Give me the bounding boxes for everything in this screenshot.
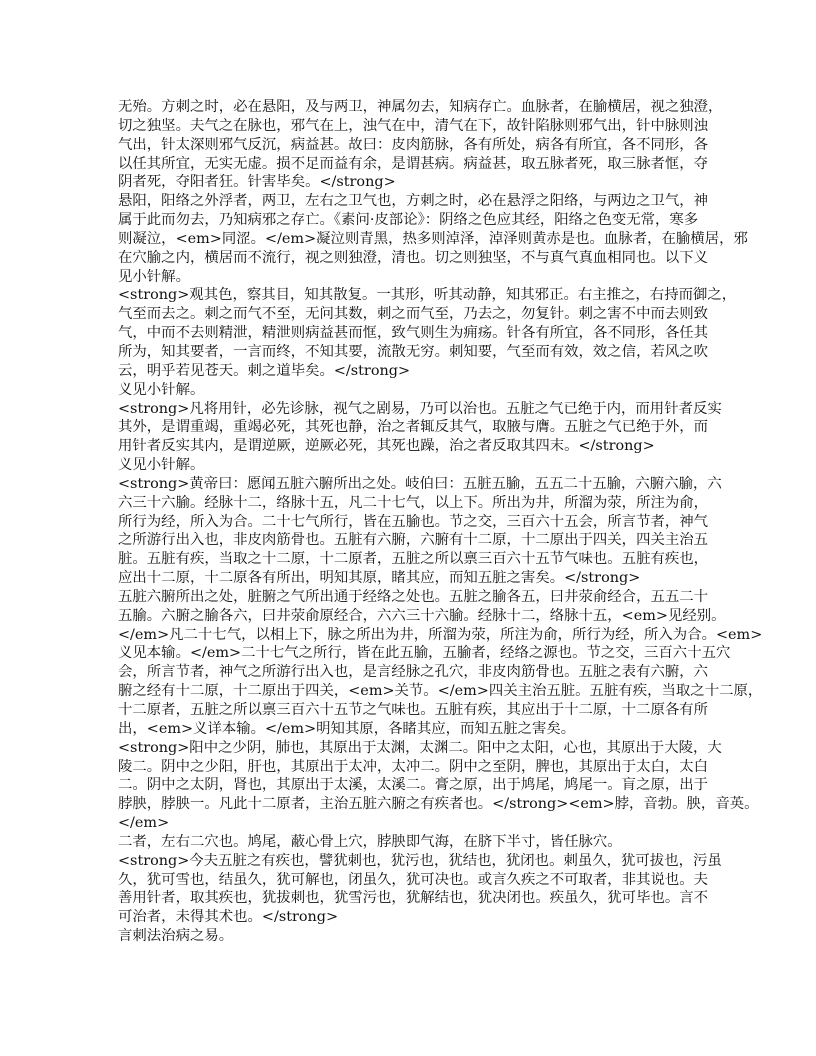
text-line: <strong>观其色，察其目，知其散复。一其形，听其动静，知其邪正。右主推之，右持而御之， (118, 287, 737, 304)
text-line: <strong>黄帝曰：愿闻五脏六腑所出之处。岐伯曰：五脏五腧，五五二十五腧，六腑六腧，六 (118, 475, 722, 492)
text-line: 义见小针解。 (118, 457, 205, 474)
text-line: 气出，针太深则邪气反沉，病益甚。故曰：皮肉筋脉，各有所处，病各有所宜，各不同形，各 (118, 136, 709, 153)
text-line: 义见本输。</em>二十七气之所行，皆在此五腧，五腧者，经络之源也。节之交，三百六十五穴 (118, 645, 731, 662)
text-line: 应出十二原，十二原各有所出，明知其原，睹其应，而知五脏之害矣。</strong> (118, 570, 641, 587)
text-line: 出，<em>义详本输。</em>明知其原，各睹其应，而知五脏之害矣。 (118, 720, 576, 737)
text-line: 二。阴中之太阴，肾也，其原出于太溪，太溪二。膏之原，出于鸠尾，鸠尾一。肓之原，出于 (118, 777, 709, 794)
text-line: 则凝泣，<em>同涩。</em>凝泣则青黑，热多则淖泽，淖泽则黄赤是也。血脉者，在腧横居，邪 (118, 230, 748, 247)
text-line: 无殆。方刺之时，必在悬阳，及与两卫，神属勿去，知病存亡。血脉者，在腧横居，视之独澄， (118, 99, 723, 115)
text-line: 云，明乎若见苍天。刺之道毕矣。</strong> (118, 362, 411, 379)
text-line: 二者，左右二穴也。鸠尾，蔽心骨上穴，脖胦即气海，在脐下半寸，皆任脉穴。 (118, 833, 622, 850)
text-line: 脏。五脏有疾，当取之十二原，十二原者，五脏之所以禀三百六十五节气味也。五脏有疾也， (118, 551, 709, 568)
text-line: 腑之经有十二原，十二原出于四关，<em>关节。</em>四关主治五脏。五脏有疾，当取之十二原， (118, 683, 763, 700)
text-line: 悬阳，阳络之外浮者，两卫，左右之卫气也，方刺之时，必在悬浮之阳络，与两边之卫气，神 (118, 193, 709, 210)
text-line: 之所游行出入也，非皮肉筋骨也。五脏有六腑，六腑有十二原，十二原出于四关，四关主治五 (118, 532, 709, 549)
text-line: 以任其所宜，无实无虚。损不足而益有余，是谓甚病。病益甚，取五脉者死，取三脉者恇，夺 (118, 155, 709, 172)
text-line: 所行为经，所入为合。二十七气所行，皆在五腧也。节之交，三百六十五会，所言节者，神气 (118, 513, 709, 530)
text-line: 五脏六腑所出之处，脏腑之气所出通于经络之处也。五脏之腧各五，曰井荥俞经合，五五二十 (118, 588, 709, 605)
text-line: 阴者死，夺阳者狂。针害毕矣。</strong> (118, 174, 396, 191)
text-line: 久，犹可雪也，结虽久，犹可解也，闭虽久，犹可决也。或言久疾之不可取者，非其说也。夫 (118, 871, 709, 888)
text-line: 脖胦，脖胦一。凡此十二原者，主治五脏六腑之有疾者也。</strong><em>脖，音勃。胦，音英。 (118, 796, 759, 813)
text-line: 气，中而不去则精泄，精泄则病益甚而恇，致气则生为痈疡。针各有所宜，各不同形，各任其 (118, 325, 709, 342)
text-line: 气至而去之。刺之而气不至，无问其数，刺之而气至，乃去之，勿复针。刺之害不中而去则致 (118, 306, 709, 323)
text-line: 言刺法治病之易。 (118, 928, 234, 945)
text-line: 在穴腧之内，横居而不流行，视之则独澄，清也。切之则独坚，不与真气真血相同也。以下义 (118, 249, 709, 266)
text-line: <strong>阳中之少阴，肺也，其原出于太渊，太渊二。阳中之太阳，心也，其原出于大陵，大 (118, 739, 722, 756)
text-line: 所为，知其要者，一言而终，不知其要，流散无穷。刺知要，气至而有效，效之信，若风之吹 (118, 343, 709, 360)
text-line: 会，所言节者，神气之所游行出入也，是言经脉之孔穴，非皮肉筋骨也。五脏之表有六腑，六 (118, 664, 709, 681)
text-line: 义见小针解。 (118, 381, 205, 398)
text-line: 用针者反实其内，是谓逆厥，逆厥必死，其死也躁，治之者反取其四末。</strong> (118, 438, 655, 455)
text-line: 善用针者，取其疾也，犹拔刺也，犹雪污也，犹解结也，犹决闭也。疾虽久，犹可毕也。言不 (118, 890, 709, 907)
text-line: 陵二。阴中之少阳，肝也，其原出于太冲，太冲二。阴中之至阴，脾也，其原出于太白，太白 (118, 758, 709, 775)
text-line: 见小针解。 (118, 268, 190, 285)
text-line: 六三十六腧。经脉十二，络脉十五，凡二十七气，以上下。所出为井，所溜为荥，所注为俞， (118, 494, 709, 511)
text-line: 属于此而勿去，乃知病邪之存亡。《素问·皮部论》：阴络之色应其经，阳络之色变无常，寒多 (118, 212, 699, 229)
text-line: <strong>今夫五脏之有疾也，譬犹刺也，犹污也，犹结也，犹闭也。刺虽久，犹可拔也，污虽 (118, 852, 722, 869)
text-line: 五腧。六腑之腧各六，曰井荥俞原经合，六六三十六腧。经脉十二，络脉十五，<em>见经别。 (118, 607, 726, 624)
document-body (118, 98, 763, 946)
text-line: </em> (118, 815, 170, 832)
text-line: 可治者，未得其术也。</strong> (118, 909, 339, 926)
text-line: <strong>凡将用针，必先诊脉，视气之剧易，乃可以治也。五脏之气已绝于内，而用针者反实 (118, 400, 722, 417)
text-line: </em>凡二十七气，以相上下，脉之所出为井，所溜为荥，所注为俞，所行为经，所入为合。<em> (118, 626, 763, 643)
text-line: 切之独坚。夫气之在脉也，邪气在上，浊气在中，清气在下，故针陷脉则邪气出，针中脉则浊 (118, 117, 709, 134)
text-line: 其外，是谓重竭，重竭必死，其死也静，治之者辄反其气，取腋与膺。五脏之气已绝于外，而 (118, 419, 709, 436)
text-line: 十二原者，五脏之所以禀三百六十五节之气味也。五脏有疾，其应出于十二原，十二原各有所 (118, 702, 709, 718)
